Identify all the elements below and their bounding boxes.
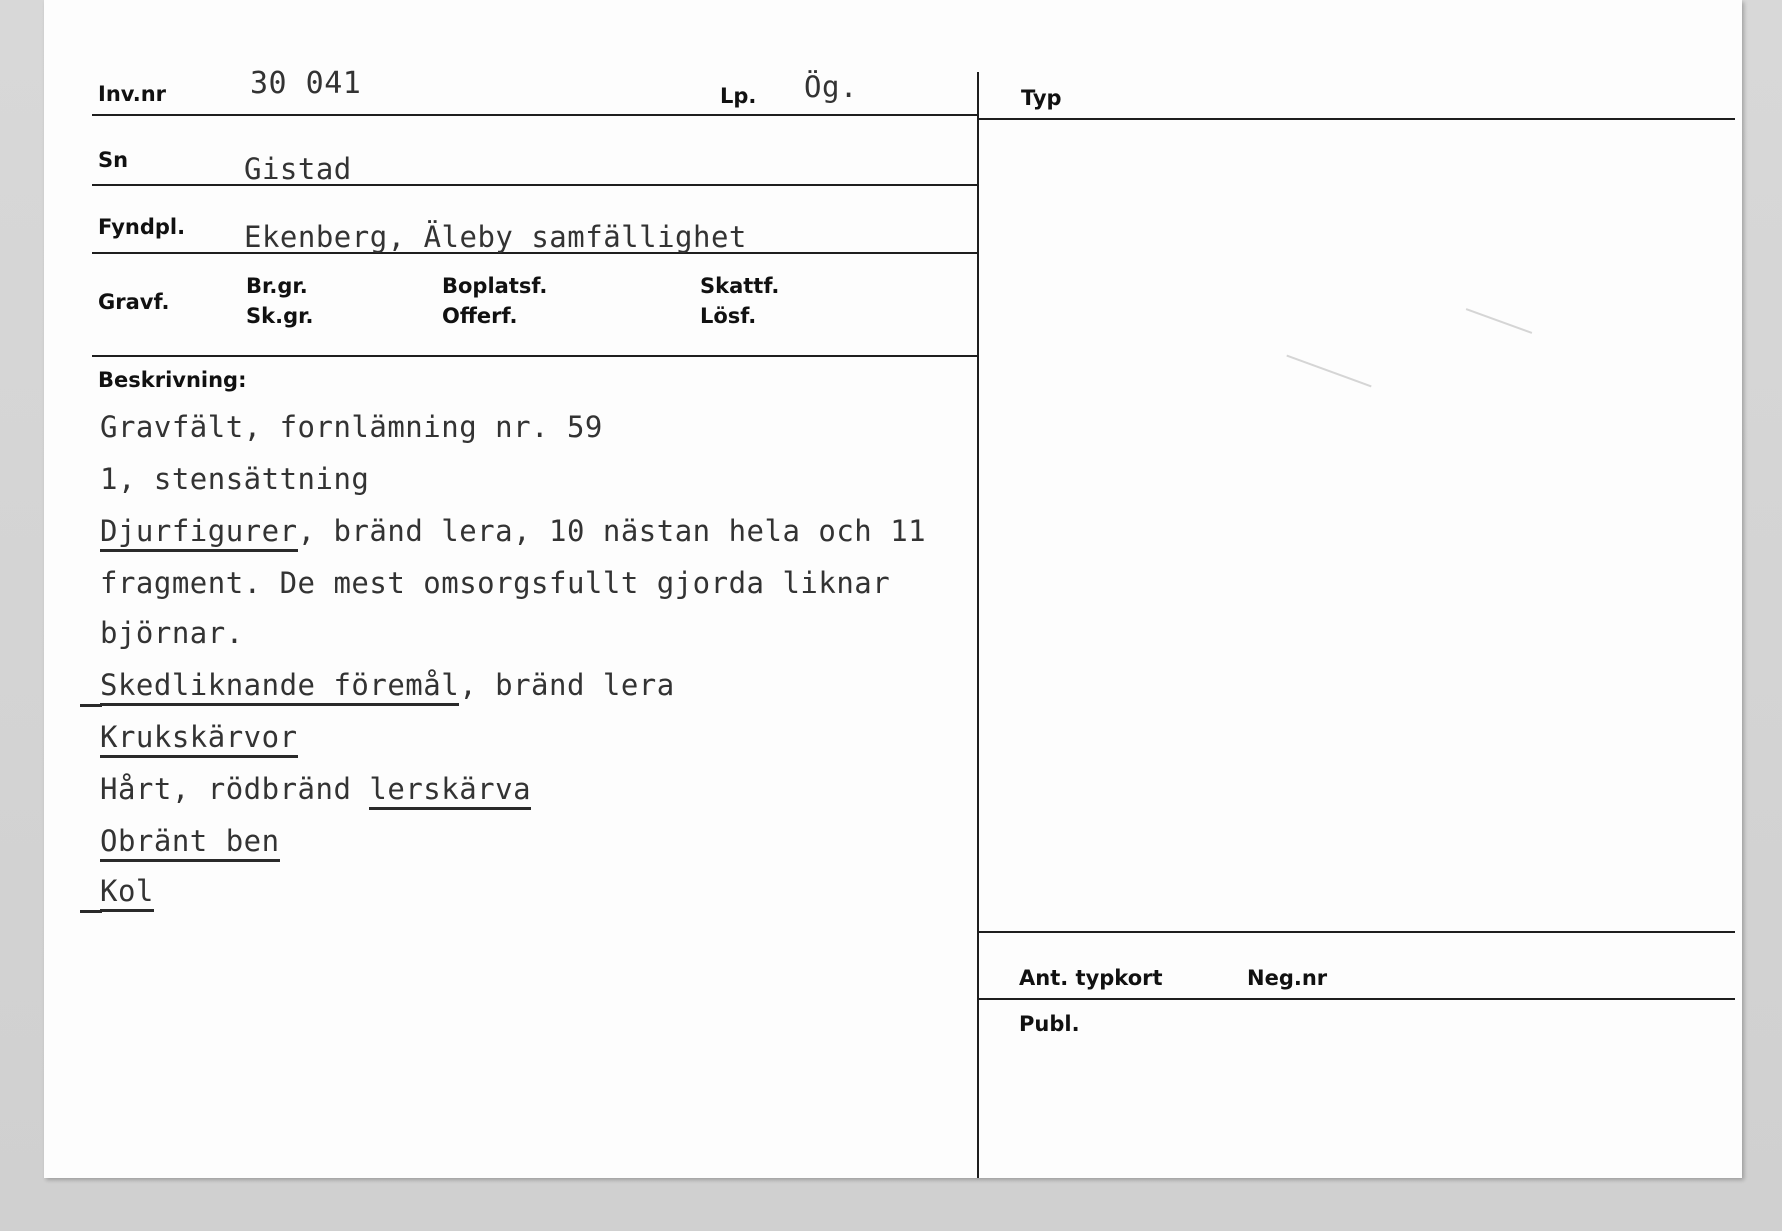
label-negnr: Neg.nr bbox=[1247, 966, 1328, 990]
desc-line-7 bbox=[100, 720, 298, 754]
label-lp: Lp. bbox=[720, 84, 757, 108]
desc-term-skedliknande: Skedliknande föremål bbox=[100, 668, 459, 706]
rule-typ bbox=[979, 118, 1735, 120]
label-fyndpl: Fyndpl. bbox=[98, 215, 186, 239]
rule-ant-top bbox=[979, 931, 1735, 933]
label-typ: Typ bbox=[1021, 86, 1062, 110]
label-boplatsf: Boplatsf. bbox=[442, 274, 548, 298]
label-gravf: Gravf. bbox=[98, 290, 170, 314]
desc-term-obrant-ben: Obränt ben bbox=[100, 824, 280, 862]
value-sn: Gistad bbox=[244, 152, 352, 186]
desc-term-djurfigurer: Djurfigurer bbox=[100, 514, 298, 552]
label-sn: Sn bbox=[98, 148, 129, 172]
column-divider bbox=[977, 72, 979, 1178]
desc-line-8: Hårt, rödbränd lerskärva bbox=[100, 772, 531, 806]
label-skattf: Skattf. bbox=[700, 274, 780, 298]
label-skgr: Sk.gr. bbox=[246, 304, 314, 328]
scan-smudge bbox=[1466, 308, 1532, 334]
catalog-card bbox=[44, 0, 1742, 1178]
value-invnr: 30 041 bbox=[250, 66, 362, 101]
desc-line-1: Gravfält, fornlämning nr. 59 bbox=[100, 410, 603, 444]
label-brgr: Br.gr. bbox=[246, 274, 308, 298]
rule-gravf bbox=[92, 355, 979, 357]
desc-line-4: fragment. De mest omsorgsfullt gjorda liknar bbox=[100, 566, 891, 600]
value-fyndpl: Ekenberg, Äleby samfällighet bbox=[244, 220, 747, 254]
desc-line-6: Skedliknande föremål, bränd lera bbox=[100, 668, 675, 702]
desc-term-lerskarva: lerskärva bbox=[369, 772, 531, 810]
rule-ant-bottom bbox=[979, 998, 1735, 1000]
label-offerf: Offerf. bbox=[442, 304, 518, 328]
rule-sn bbox=[92, 184, 979, 186]
desc-term-kol: Kol bbox=[100, 874, 154, 912]
rule-invnr bbox=[92, 114, 979, 116]
leading-stroke-10 bbox=[80, 910, 102, 913]
scan-smudge bbox=[1286, 355, 1371, 388]
label-losf: Lösf. bbox=[700, 304, 757, 328]
label-beskrivning: Beskrivning: bbox=[98, 368, 247, 392]
value-lp: Ög. bbox=[804, 70, 858, 104]
desc-line-9 bbox=[100, 824, 280, 858]
desc-line-10 bbox=[100, 874, 154, 908]
desc-line-2: 1, stensättning bbox=[100, 462, 370, 496]
desc-line-5: björnar. bbox=[100, 616, 244, 650]
label-invnr: Inv.nr bbox=[98, 82, 167, 106]
label-ant-typkort: Ant. typkort bbox=[1019, 966, 1163, 990]
leading-stroke-6 bbox=[80, 704, 102, 707]
label-publ: Publ. bbox=[1019, 1012, 1080, 1036]
desc-term-krukskarvor: Krukskärvor bbox=[100, 720, 298, 758]
desc-line-3: Djurfigurer, bränd lera, 10 nästan hela och 11 bbox=[100, 514, 926, 548]
